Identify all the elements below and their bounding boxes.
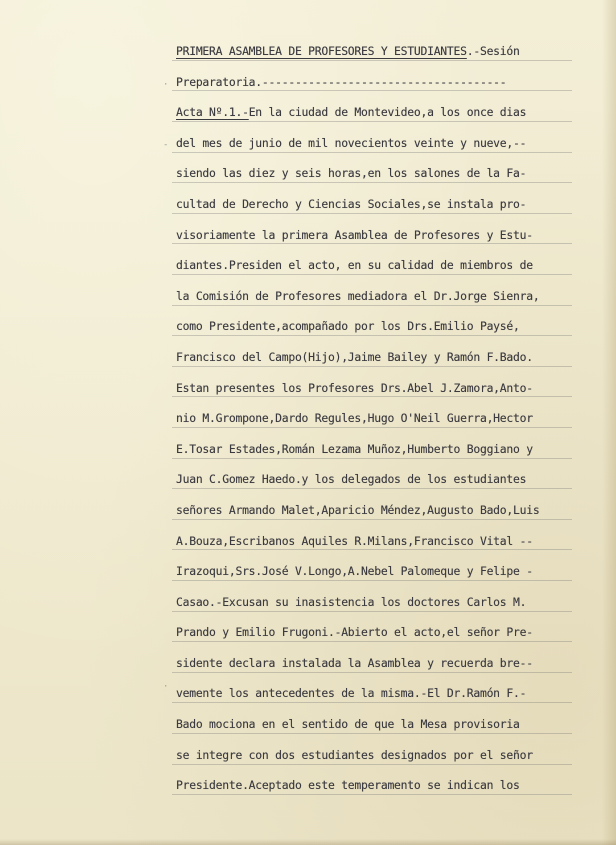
text-line: En la ciudad de Montevideo,a los once dias [248, 105, 527, 120]
text-line: nio M.Grompone,Dardo Regules,Hugo O'Neil Guerra,Hector [176, 411, 533, 426]
text-line: siendo las diez y seis horas,en los salones de la Fa- [176, 166, 527, 181]
text-line: como Presidente,acompañado por los Drs.Emilio Paysé, [176, 319, 520, 334]
document-title-suffix: .-Sesión [466, 44, 520, 58]
text-line: la Comisión de Profesores mediadora el Dr.Jorge Sienra, [176, 288, 540, 303]
typed-text-block [176, 40, 576, 805]
text-line: diantes.Presiden el acto, en su calidad de miembros de [176, 258, 533, 273]
text-line: cultad de Derecho y Ciencias Sociales,se instala pro- [176, 196, 527, 211]
act-first-line [176, 101, 576, 132]
text-line: Irazoqui,Srs.José V.Longo,A.Nebel Palomeque y Felipe - [176, 564, 533, 579]
text-line: visoriamente la primera Asamblea de Profesores y Estu- [176, 227, 533, 242]
paper-bottom-edge [0, 839, 616, 845]
text-line: Prando y Emilio Frugoni.-Abierto el acto,el señor Pre- [176, 625, 533, 640]
text-line: sidente declara instalada la Asamblea y recuerda bre-- [176, 655, 533, 670]
text-line: se integre con dos estudiantes designados por el señor [176, 747, 533, 762]
text-line: señores Armando Malet,Aparicio Méndez,Augusto Bado,Luis [176, 502, 540, 517]
text-line: Estan presentes los Profesores Drs.Abel J.Zamora,Anto- [176, 380, 533, 395]
text-line: E.Tosar Estades,Román Lezama Muñoz,Humberto Boggiano y [176, 441, 533, 456]
margin-mark: · [163, 682, 169, 692]
text-line: Juan C.Gomez Haedo.y los delegados de los estudiantes [176, 472, 527, 487]
document-title: PRIMERA ASAMBLEA DE PROFESORES Y ESTUDIANTES [176, 44, 467, 58]
text-line: vemente los antecedentes de la misma.-El Dr.Ramón F.- [176, 686, 527, 701]
heading-line-2: Preparatoria.------------------------------------- [176, 74, 507, 89]
text-line: Casao.-Excusan su inasistencia los doctores Carlos M. [176, 594, 527, 609]
heading-line-1 [176, 40, 576, 71]
text-line: Bado mociona en el sentido de que la Mesa provisoria [176, 717, 520, 732]
text-line: del mes de junio de mil novecientos veinte y nueve,-- [176, 135, 527, 150]
act-label: Acta Nº.1.- [176, 105, 249, 120]
margin-mark: - [163, 140, 169, 150]
text-line: Presidente.Aceptado este temperamento se indican los [176, 778, 520, 793]
margin-mark: · [163, 80, 169, 90]
paper-edge-stain [602, 0, 616, 845]
text-line: Francisco del Campo(Hijo),Jaime Bailey y Ramón F.Bado. [176, 349, 533, 364]
text-line: A.Bouza,Escribanos Aquiles R.Milans,Francisco Vital -- [176, 533, 533, 548]
